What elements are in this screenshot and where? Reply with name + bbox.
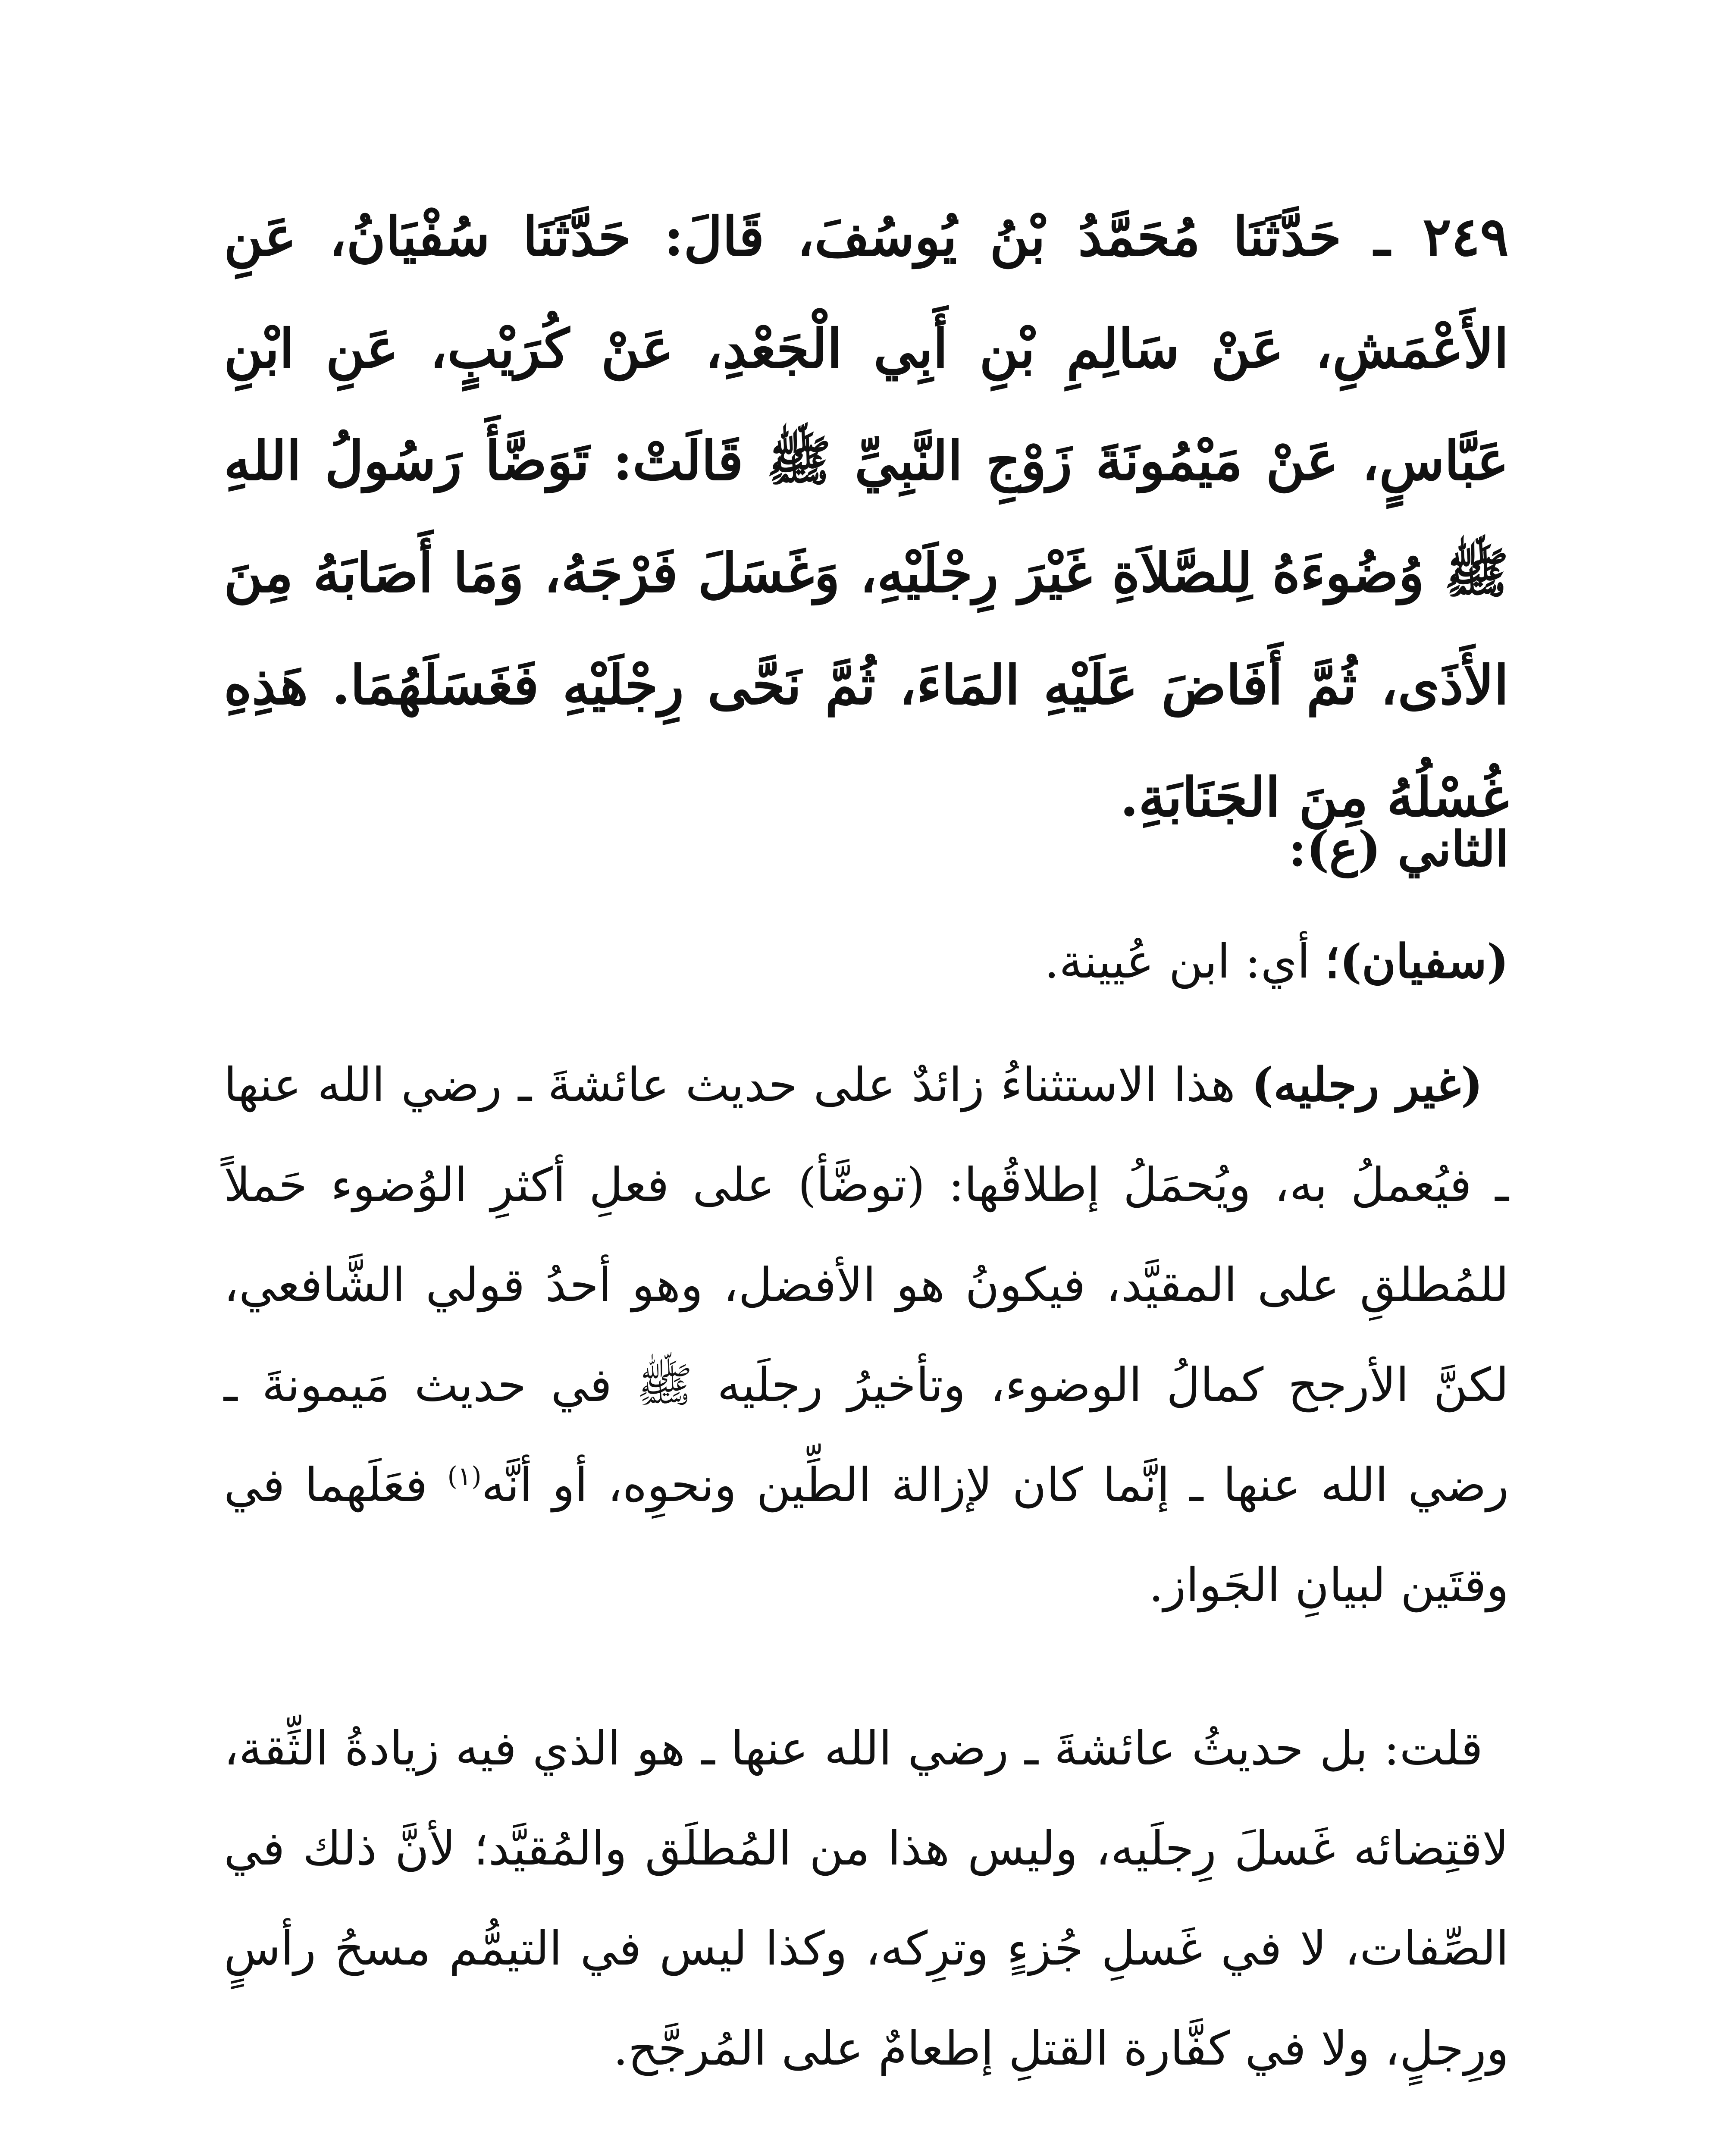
sufyan-rest: أي: ابن عُيينة.	[1044, 935, 1325, 989]
section-title: الثاني (ع):	[1288, 821, 1509, 877]
sufyan-lead: (سفيان)؛	[1325, 934, 1509, 989]
sufyan-note	[224, 914, 1509, 1009]
hadith-text: ٢٤٩ ـ حَدَّثَنَا مُحَمَّدُ بْنُ يُوسُفَ، قَالَ: حَدَّثَنَا سُفْيَانُ، عَنِ الأَعْمَشِ، عَنْ سَالِمِ بْنِ أَبِي الْجَعْدِ، عَنْ كُرَيْبٍ، عَنِ ابْنِ عَبَّاسٍ، عَنْ مَيْمُونَةَ زَوْجِ النَّبِيِّ ﷺ قَالَتْ: تَوَضَّأَ رَسُولُ اللهِ ﷺ وُضُوءَهُ لِلصَّلاَةِ غَيْرَ رِجْلَيْهِ، وَغَسَلَ فَرْجَهُ، وَمَا أَصَابَهُ مِنَ الأَذَى، ثُمَّ أَفَاضَ عَلَيْهِ المَاءَ، ثُمَّ نَحَّى رِجْلَيْهِ فَغَسَلَهُمَا. هَذِهِ غُسْلُهُ مِنَ الجَنَابَةِ.	[224, 206, 1509, 829]
para1-lead: (غير رجليه)	[1251, 1058, 1483, 1112]
footnote-marker: (١)	[447, 1461, 482, 1492]
commentary-paragraph-2: قلت: بل حديثُ عائشةَ ـ رضي الله عنها ـ هو الذي فيه زيادةُ الثِّقة، لاقتِضائه غَسلَ رِجلَيه، وليس هذا من المُطلَق والمُقيَّد؛ لأنَّ ذلك في الصِّفات، لا في غَسلِ جُزءٍ وترِكه، وكذا ليس في التيمُّم مسحُ رأسٍ ورِجلٍ، ولا في كفَّارة القتلِ إطعامٌ على المُرجَّح.	[224, 1722, 1509, 2076]
commentary-paragraph-1	[224, 1035, 1509, 1636]
para1-text-after: فعَلَهما في وقتَين لبيانِ الجَواز.	[224, 1458, 1509, 1612]
para1-text: هذا الاستثناءُ زائدٌ على حديث عائشةَ ـ رضي الله عنها ـ فيُعملُ به، ويُحمَلُ إطلاقُها: (توضَّأ) على فعلِ أكثرِ الوُضوء حَملاً للمُطلقِ على المقيَّد، فيكونُ هو الأفضل، وهو أحدُ قولي الشَّافعي، لكنَّ الأرجح كمالُ الوضوء، وتأخيرُ رجلَيه ﷺ في حديث مَيمونةَ ـ رضي الله عنها ـ إنَّما كان لإزالة الطِّين ونحوِه، أو أنَّه	[224, 1058, 1509, 1512]
